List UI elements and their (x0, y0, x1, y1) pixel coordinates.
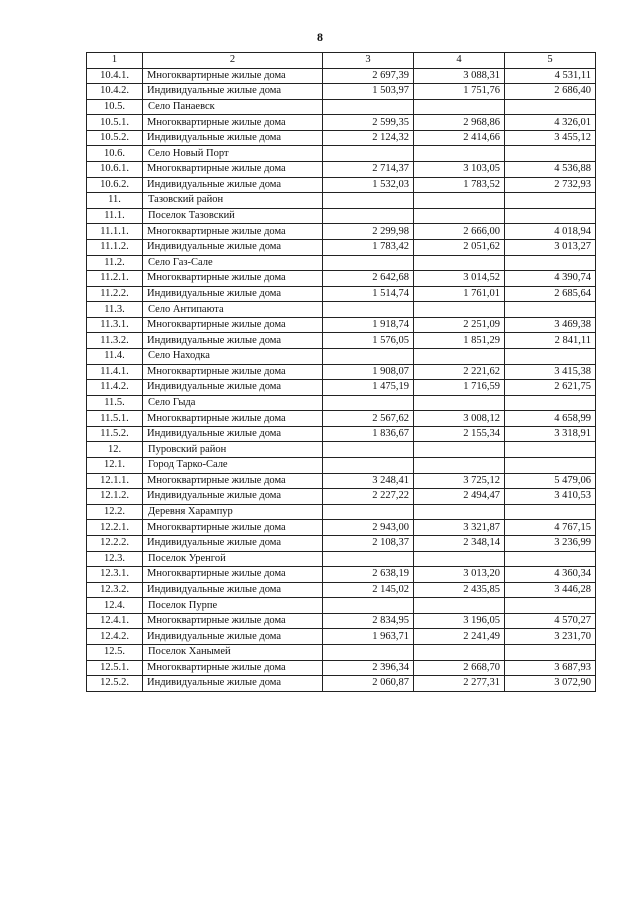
table-row (87, 520, 596, 536)
row-number: 11.5.2. (87, 426, 143, 442)
region-row (87, 193, 596, 209)
table-row (87, 317, 596, 333)
housing-type: Индивидуальные жилые дома (143, 629, 323, 645)
value-cell-5: 4 360,34 (505, 567, 596, 583)
value-cell-4: 2 414,66 (414, 130, 505, 146)
housing-type: Многоквартирные жилые дома (143, 364, 323, 380)
value-cell-4: 3 103,05 (414, 162, 505, 178)
row-number: 12.5.1. (87, 660, 143, 676)
table-row (87, 535, 596, 551)
value-cell-3: 2 834,95 (323, 613, 414, 629)
settlement-row (87, 395, 596, 411)
value-cell-5: 3 318,91 (505, 426, 596, 442)
table-row (87, 68, 596, 84)
row-number: 11.2.2. (87, 286, 143, 302)
table-row (87, 489, 596, 505)
value-cell-3 (323, 146, 414, 162)
value-cell-4: 3 014,52 (414, 271, 505, 287)
value-cell-4: 1 783,52 (414, 177, 505, 193)
value-cell-4: 2 494,47 (414, 489, 505, 505)
value-cell-3: 1 503,97 (323, 84, 414, 100)
housing-type: Индивидуальные жилые дома (143, 489, 323, 505)
value-cell-4 (414, 442, 505, 458)
value-cell-3: 2 599,35 (323, 115, 414, 131)
table-row (87, 286, 596, 302)
table-row (87, 162, 596, 178)
value-cell-5: 4 018,94 (505, 224, 596, 240)
table-row (87, 130, 596, 146)
value-cell-4 (414, 395, 505, 411)
table-row (87, 84, 596, 100)
table-row (87, 271, 596, 287)
settlement-name: Деревня Харампур (143, 504, 323, 520)
value-cell-3 (323, 458, 414, 474)
value-cell-5: 3 236,99 (505, 535, 596, 551)
value-cell-5 (505, 208, 596, 224)
row-number: 11.2.1. (87, 271, 143, 287)
value-cell-5: 4 658,99 (505, 411, 596, 427)
housing-type: Многоквартирные жилые дома (143, 271, 323, 287)
value-cell-3: 2 638,19 (323, 567, 414, 583)
settlement-name: Поселок Уренгой (143, 551, 323, 567)
table-row (87, 613, 596, 629)
value-cell-4 (414, 644, 505, 660)
value-cell-4: 3 008,12 (414, 411, 505, 427)
value-cell-3 (323, 644, 414, 660)
value-cell-3: 2 124,32 (323, 130, 414, 146)
value-cell-3: 2 642,68 (323, 271, 414, 287)
value-cell-3: 3 248,41 (323, 473, 414, 489)
row-number: 11.1.2. (87, 239, 143, 255)
value-cell-3 (323, 99, 414, 115)
value-cell-5: 2 621,75 (505, 380, 596, 396)
table-row (87, 364, 596, 380)
value-cell-5 (505, 442, 596, 458)
row-number: 12.5.2. (87, 676, 143, 692)
value-cell-4: 1 851,29 (414, 333, 505, 349)
settlement-row (87, 208, 596, 224)
settlement-row (87, 302, 596, 318)
row-number: 11. (87, 193, 143, 209)
region-row (87, 442, 596, 458)
value-cell-4: 3 088,31 (414, 68, 505, 84)
value-cell-4: 3 196,05 (414, 613, 505, 629)
row-number: 12.1.2. (87, 489, 143, 505)
value-cell-3 (323, 551, 414, 567)
value-cell-4 (414, 99, 505, 115)
value-cell-4: 2 241,49 (414, 629, 505, 645)
housing-type: Индивидуальные жилые дома (143, 239, 323, 255)
value-cell-3: 2 108,37 (323, 535, 414, 551)
value-cell-4 (414, 193, 505, 209)
value-cell-5 (505, 99, 596, 115)
row-number: 12.2. (87, 504, 143, 520)
value-cell-3: 1 918,74 (323, 317, 414, 333)
value-cell-3: 2 714,37 (323, 162, 414, 178)
value-cell-4: 2 277,31 (414, 676, 505, 692)
value-cell-3: 2 145,02 (323, 582, 414, 598)
row-number: 11.3.1. (87, 317, 143, 333)
value-cell-4 (414, 302, 505, 318)
value-cell-3: 1 963,71 (323, 629, 414, 645)
row-number: 10.5.2. (87, 130, 143, 146)
row-number: 10.4.2. (87, 84, 143, 100)
settlement-row (87, 504, 596, 520)
value-cell-5 (505, 146, 596, 162)
row-number: 11.3. (87, 302, 143, 318)
value-cell-5: 4 536,88 (505, 162, 596, 178)
value-cell-3: 1 514,74 (323, 286, 414, 302)
row-number: 11.3.2. (87, 333, 143, 349)
value-cell-5: 3 469,38 (505, 317, 596, 333)
value-cell-4: 2 251,09 (414, 317, 505, 333)
value-cell-3 (323, 598, 414, 614)
value-cell-5: 3 013,27 (505, 239, 596, 255)
housing-type: Многоквартирные жилые дома (143, 660, 323, 676)
value-cell-5 (505, 395, 596, 411)
housing-type: Индивидуальные жилые дома (143, 286, 323, 302)
value-cell-3 (323, 504, 414, 520)
settlement-name: Поселок Пурпе (143, 598, 323, 614)
table-row (87, 224, 596, 240)
row-number: 12.2.1. (87, 520, 143, 536)
value-cell-5: 4 390,74 (505, 271, 596, 287)
value-cell-5 (505, 598, 596, 614)
row-number: 12.1. (87, 458, 143, 474)
housing-type: Индивидуальные жилые дома (143, 130, 323, 146)
table-row (87, 411, 596, 427)
row-number: 10.5.1. (87, 115, 143, 131)
column-header: 3 (323, 53, 414, 69)
value-cell-3: 2 697,39 (323, 68, 414, 84)
row-number: 12.3. (87, 551, 143, 567)
table-row (87, 567, 596, 583)
value-cell-5 (505, 302, 596, 318)
table-row (87, 380, 596, 396)
settlement-name: Город Тарко-Сале (143, 458, 323, 474)
column-header: 2 (143, 53, 323, 69)
value-cell-3 (323, 208, 414, 224)
row-number: 12.3.1. (87, 567, 143, 583)
row-number: 12.4.2. (87, 629, 143, 645)
column-header-row (87, 53, 596, 69)
column-header: 4 (414, 53, 505, 69)
row-number: 10.5. (87, 99, 143, 115)
table-row (87, 473, 596, 489)
settlement-name: Село Гыда (143, 395, 323, 411)
value-cell-4 (414, 551, 505, 567)
value-cell-3 (323, 348, 414, 364)
table-row (87, 582, 596, 598)
value-cell-5: 2 732,93 (505, 177, 596, 193)
row-number: 12.2.2. (87, 535, 143, 551)
value-cell-4: 2 221,62 (414, 364, 505, 380)
value-cell-3: 2 299,98 (323, 224, 414, 240)
value-cell-4: 2 666,00 (414, 224, 505, 240)
value-cell-5 (505, 255, 596, 271)
row-number: 10.4.1. (87, 68, 143, 84)
value-cell-3: 1 783,42 (323, 239, 414, 255)
value-cell-3: 1 836,67 (323, 426, 414, 442)
settlement-name: Поселок Тазовский (143, 208, 323, 224)
value-cell-3: 1 908,07 (323, 364, 414, 380)
housing-type: Многоквартирные жилые дома (143, 224, 323, 240)
row-number: 11.1. (87, 208, 143, 224)
value-cell-3 (323, 395, 414, 411)
value-cell-5: 2 841,11 (505, 333, 596, 349)
housing-type: Многоквартирные жилые дома (143, 115, 323, 131)
housing-type: Многоквартирные жилые дома (143, 68, 323, 84)
table-row (87, 629, 596, 645)
value-cell-3: 2 227,22 (323, 489, 414, 505)
housing-type: Многоквартирные жилые дома (143, 520, 323, 536)
housing-cost-table (86, 52, 596, 692)
housing-type: Многоквартирные жилые дома (143, 162, 323, 178)
table-row (87, 426, 596, 442)
housing-type: Индивидуальные жилые дома (143, 676, 323, 692)
value-cell-4 (414, 598, 505, 614)
value-cell-3 (323, 193, 414, 209)
row-number: 11.4.2. (87, 380, 143, 396)
value-cell-5 (505, 644, 596, 660)
table-row (87, 333, 596, 349)
value-cell-4: 2 051,62 (414, 239, 505, 255)
housing-type: Индивидуальные жилые дома (143, 426, 323, 442)
settlement-row (87, 348, 596, 364)
settlement-name: Село Панаевск (143, 99, 323, 115)
value-cell-5 (505, 193, 596, 209)
row-number: 11.1.1. (87, 224, 143, 240)
column-header: 5 (505, 53, 596, 69)
table-row (87, 660, 596, 676)
value-cell-4 (414, 504, 505, 520)
value-cell-5 (505, 551, 596, 567)
row-number: 12.5. (87, 644, 143, 660)
value-cell-4: 2 348,14 (414, 535, 505, 551)
value-cell-3: 2 943,00 (323, 520, 414, 536)
page-number: 8 (317, 30, 323, 44)
settlement-name: Село Газ-Сале (143, 255, 323, 271)
row-number: 11.4. (87, 348, 143, 364)
region-name: Тазовский район (143, 193, 323, 209)
settlement-row (87, 458, 596, 474)
value-cell-4: 1 716,59 (414, 380, 505, 396)
value-cell-4: 2 155,34 (414, 426, 505, 442)
value-cell-5 (505, 458, 596, 474)
value-cell-4 (414, 146, 505, 162)
value-cell-4: 1 751,76 (414, 84, 505, 100)
settlement-name: Село Новый Порт (143, 146, 323, 162)
value-cell-5: 3 415,38 (505, 364, 596, 380)
housing-type: Многоквартирные жилые дома (143, 567, 323, 583)
value-cell-4: 1 761,01 (414, 286, 505, 302)
housing-type: Многоквартирные жилые дома (143, 411, 323, 427)
value-cell-3 (323, 255, 414, 271)
table-row (87, 115, 596, 131)
table-body (87, 53, 596, 692)
value-cell-3: 1 475,19 (323, 380, 414, 396)
value-cell-5: 4 531,11 (505, 68, 596, 84)
settlement-row (87, 551, 596, 567)
value-cell-3: 2 567,62 (323, 411, 414, 427)
settlement-name: Село Антипаюта (143, 302, 323, 318)
housing-type: Многоквартирные жилые дома (143, 317, 323, 333)
value-cell-4: 2 968,86 (414, 115, 505, 131)
value-cell-5: 4 767,15 (505, 520, 596, 536)
value-cell-5: 2 685,64 (505, 286, 596, 302)
housing-type: Многоквартирные жилые дома (143, 473, 323, 489)
value-cell-3 (323, 302, 414, 318)
value-cell-4 (414, 348, 505, 364)
value-cell-3: 2 060,87 (323, 676, 414, 692)
row-number: 11.5. (87, 395, 143, 411)
value-cell-5: 4 570,27 (505, 613, 596, 629)
value-cell-5 (505, 348, 596, 364)
value-cell-4: 3 725,12 (414, 473, 505, 489)
value-cell-4: 2 668,70 (414, 660, 505, 676)
settlement-row (87, 255, 596, 271)
housing-type: Многоквартирные жилые дома (143, 613, 323, 629)
table-row (87, 676, 596, 692)
value-cell-5: 2 686,40 (505, 84, 596, 100)
row-number: 12.3.2. (87, 582, 143, 598)
table-row (87, 177, 596, 193)
value-cell-5: 4 326,01 (505, 115, 596, 131)
table-row (87, 239, 596, 255)
value-cell-4: 3 321,87 (414, 520, 505, 536)
housing-type: Индивидуальные жилые дома (143, 582, 323, 598)
row-number: 11.4.1. (87, 364, 143, 380)
row-number: 12.4. (87, 598, 143, 614)
settlement-row (87, 644, 596, 660)
value-cell-3 (323, 442, 414, 458)
region-name: Пуровский район (143, 442, 323, 458)
row-number: 10.6.1. (87, 162, 143, 178)
housing-type: Индивидуальные жилые дома (143, 380, 323, 396)
row-number: 10.6. (87, 146, 143, 162)
housing-type: Индивидуальные жилые дома (143, 333, 323, 349)
value-cell-5: 5 479,06 (505, 473, 596, 489)
row-number: 11.5.1. (87, 411, 143, 427)
value-cell-3: 1 576,05 (323, 333, 414, 349)
value-cell-5: 3 446,28 (505, 582, 596, 598)
settlement-name: Село Находка (143, 348, 323, 364)
value-cell-5: 3 231,70 (505, 629, 596, 645)
value-cell-5: 3 455,12 (505, 130, 596, 146)
settlement-row (87, 99, 596, 115)
row-number: 11.2. (87, 255, 143, 271)
column-header: 1 (87, 53, 143, 69)
value-cell-5: 3 687,93 (505, 660, 596, 676)
value-cell-4: 3 013,20 (414, 567, 505, 583)
value-cell-4 (414, 458, 505, 474)
settlement-name: Поселок Ханымей (143, 644, 323, 660)
row-number: 12. (87, 442, 143, 458)
row-number: 12.1.1. (87, 473, 143, 489)
value-cell-4 (414, 255, 505, 271)
value-cell-5: 3 410,53 (505, 489, 596, 505)
value-cell-4: 2 435,85 (414, 582, 505, 598)
settlement-row (87, 146, 596, 162)
settlement-row (87, 598, 596, 614)
row-number: 12.4.1. (87, 613, 143, 629)
value-cell-3: 1 532,03 (323, 177, 414, 193)
value-cell-5 (505, 504, 596, 520)
housing-type: Индивидуальные жилые дома (143, 535, 323, 551)
value-cell-4 (414, 208, 505, 224)
housing-type: Индивидуальные жилые дома (143, 177, 323, 193)
housing-type: Индивидуальные жилые дома (143, 84, 323, 100)
value-cell-3: 2 396,34 (323, 660, 414, 676)
row-number: 10.6.2. (87, 177, 143, 193)
value-cell-5: 3 072,90 (505, 676, 596, 692)
